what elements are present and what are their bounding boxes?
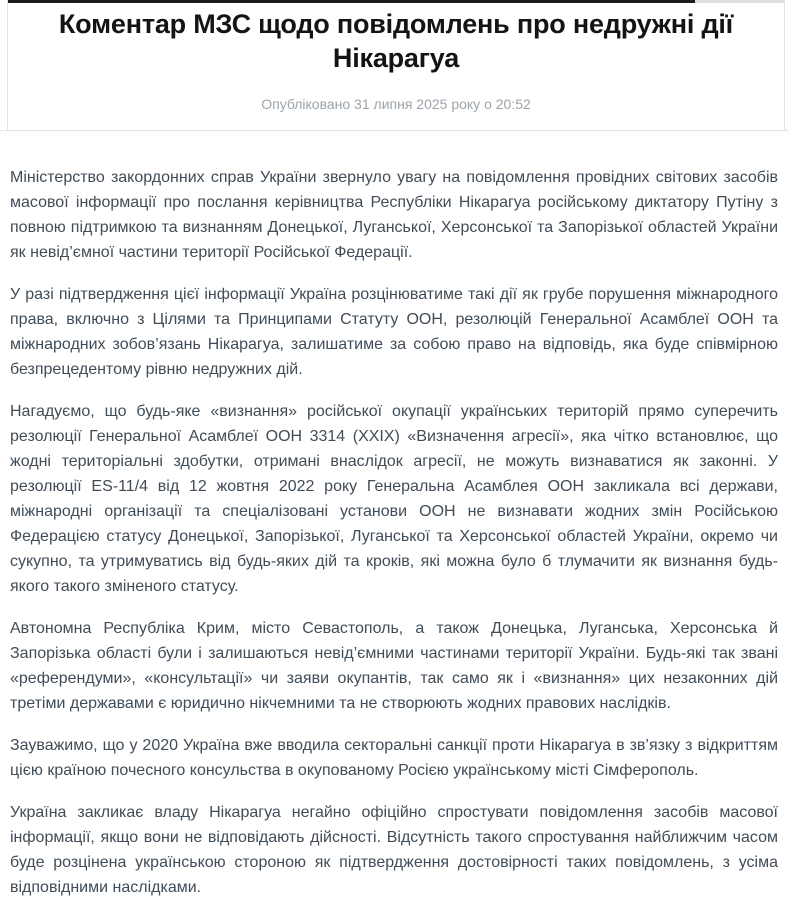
- reading-progress-fill: [8, 0, 695, 3]
- article-paragraph: Автономна Республіка Крим, місто Севастополь, а також Донецька, Луганська, Херсонська й Запорізька області були і залишаються невід’ємними частинами території України. Будь-які так звані «референдуми», «консультації» чи заяви окупантів, так само як і «визнання» цих незаконних дій третіми державами є юридично нікчемними та не створюють жодних правових наслідків.: [10, 620, 778, 712]
- article-header: [7, 0, 785, 130]
- article-paragraph: Зауважимо, що у 2020 Україна вже вводила секторальні санкції проти Нікарагуа в зв’язку з відкриттям цією країною почесного консульства в окупованому Росією українському місті Сімферополь.: [10, 737, 778, 779]
- reading-progress-track: [8, 0, 784, 3]
- article-paragraph: Нагадуємо, що будь-яке «визнання» російської окупації українських територій прямо суперечить резолюції Генеральної Асамблеї ООН 3314 (XXIX) «Визначення агресії», яка чітко встановлює, що жодні територіальні здобутки, отримані внаслідок агресії, не можуть визнаватися як законні. У резолюції ES-11/4 від 12 жовтня 2022 року Генеральна Асамблея ООН закликала всі держави, міжнародні організації та спеціалізовані установи ООН не визнавати жодних змін Російською Федерацією статусу Донецької, Запорізької, Луганської та Херсонської областей України, окремо чи сукупно, та утримуватись від будь-яких дій та кроків, які можна було б тлумачити як визнання будь-якого такого зміненого статусу.: [10, 403, 778, 595]
- article-paragraph: Україна закликає владу Нікарагуа негайно офіційно спростувати повідомлення засобів масової інформації, якщо вони не відповідають дійсності. Відсутність такого спростування найближчим часом буде розцінена українською стороною як підтвердження достовірності таких повідомлень, з усіма відповідними наслідками.: [10, 804, 778, 896]
- page-title: Коментар МЗС щодо повідомлень про недружні дії Нікарагуа: [58, 9, 734, 73]
- publish-date: Опубліковано 31 липня 2025 року о 20:52: [261, 96, 531, 112]
- article-body: [0, 131, 789, 900]
- article-paragraph: У разі підтвердження цієї інформації Україна розцінюватиме такі дії як грубе порушення міжнародного права, включно з Цілями та Принципами Статуту ООН, резолюцій Генеральної Асамблеї ООН та міжнародних зобов’язань Нікарагуа, залишатиме за собою право на відповідь, яка буде співмірною безпрецедентому рівню недружних дій.: [10, 286, 778, 378]
- article-paragraph: Міністерство закордонних справ України звернуло увагу на повідомлення провідних світових засобів масової інформації про послання керівництва Республіки Нікарагуа російському диктатору Путіну з повною підтримкою та визнанням Донецької, Луганської, Херсонської та Запорізької областей України як невід’ємної частини території Російської Федерації.: [10, 169, 778, 261]
